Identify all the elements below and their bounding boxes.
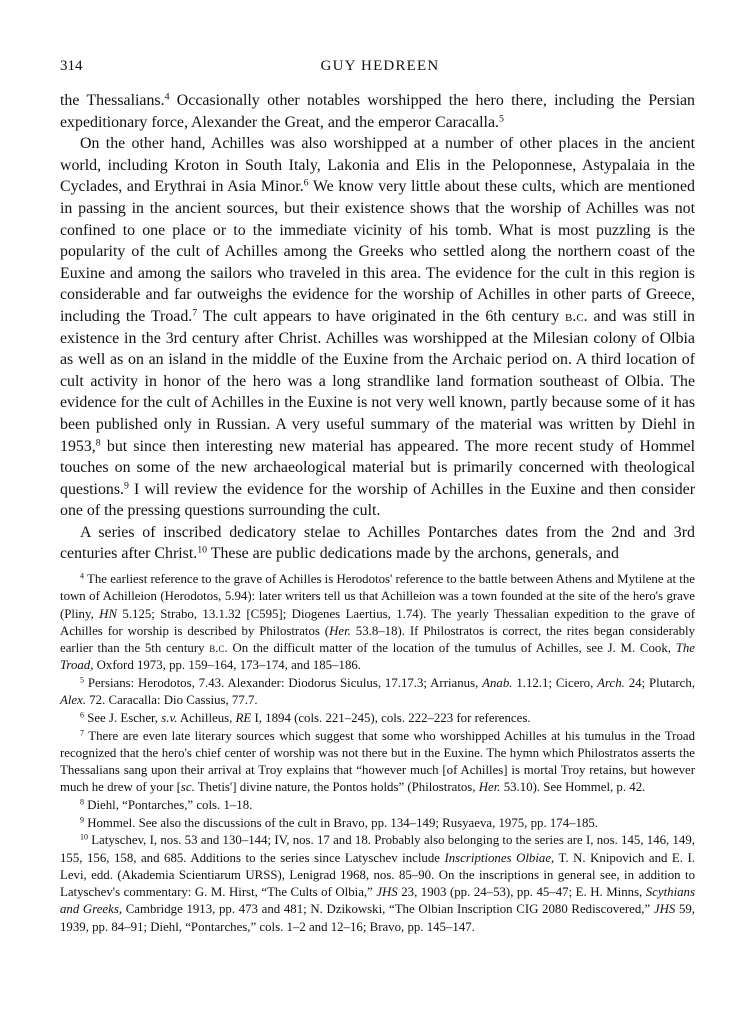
running-head: GUY HEDREEN (320, 58, 440, 74)
paragraph-1: the Thessalians.$^4$ Occasionally other notables worshipped the hero there, including the Persian expeditionary force, Alexander the Great, and the emperor Caracalla.$^5$ (60, 91, 695, 131)
footnote-ref[interactable]: 10 (197, 545, 208, 557)
main-text (60, 90, 695, 565)
footnotes (60, 571, 695, 936)
page-number: 314 (60, 58, 83, 74)
footnote-5: $^5$ Persians: Herodotos, 7.43. Alexander: Diodorus Siculus, 17.17.3; Arrianus, Anab. 1.12.1; Cicero, Arch. 24; Plutarch, Alex. 72. Caracalla: Dio Cassius, 77.7. (60, 675, 695, 708)
paragraph-3: A series of inscribed dedicatory stelae to Achilles Pontarches dates from the 2nd and 3rd centuries after Christ.$^{10}$ These are public dedications made by the archons, generals, and (60, 523, 695, 563)
footnote-ref[interactable]: 5 (499, 113, 504, 125)
footnote-8: $^8$ Diehl, “Pontarches,” cols. 1–18. (80, 797, 253, 813)
footnote-9: $^9$ Hommel. See also the discussions of the cult in Bravo, pp. 134–149; Rusyaeva, 1975, pp. 174–185. (80, 815, 599, 830)
footnote-ref[interactable]: 9 (124, 480, 129, 492)
footnote-ref[interactable]: 4 (164, 91, 170, 103)
footnote-ref[interactable]: 7 (192, 307, 198, 319)
footnote-6: $^6$ See J. Escher, s.v. Achilleus, RE I, 1894 (cols. 221–245), cols. 222–223 for references. (80, 710, 531, 725)
footnote-7: $^7$ There are even late literary sources which suggest that some who worshipped Achilles at his tumulus in the Troad recognized that the hero's chief center of worship was not there but in the Euxine. The hymn which Philostratos asserts the Thessalians sang upon their arrival at Troy explains that “however much [of Achilles] is mortal Troy retains, but however much he drew of your [sc. Thetis'] divine nature, the Pontos holds” (Philostratos, Her. 53.10). See Hommel, p. 42. (60, 728, 695, 795)
footnote-10: $^{10}$ Latyschev, I, nos. 53 and 130–144; IV, nos. 17 and 18. Probably also belonging to the series are I, nos. 145, 146, 149, 155, 156, 158, and 685. Additions to the series since Latyschev include Inscriptiones Olbiae, T. N. Knipovich and E. I. Levi, edd. (Akademia Scientiarum URSS), Lenigrad 1968, nos. 85–90. On the inscriptions in general see, in addition to Latyschev's commentary: G. M. Hirst, “The Cults of Olbia,” JHS 23, 1903 (pp. 24–53), pp. 45–47; E. H. Minns, Scythians and Greeks, Cambridge 1913, pp. 473 and 481; N. Dzikowski, “The Olbian Inscription CIG 2080 Rediscovered,” JHS 59, 1939, pp. 84–91; Diehl, “Pontarches,” cols. 1–2 and 12–16; Bravo, pp. 145–147. (60, 832, 695, 934)
footnote-4: $^4$ The earliest reference to the grave of Achilles is Herodotos' reference to the battle between Athens and Mytilene at the town of Achilleion (Herodotos, 5.94): later writers tell us that Achilleion was a town founded at the site of the hero's grave (Pliny, HN 5.125; Strabo, 13.1.32 [C595]; Diogenes Laertius, 1.74). The yearly Thessalian expedition to the grave of Achilles for worship is described by Philostratos (Her. 53.8–18). If Philostratos is correct, the rites began considerably earlier than the 5th century b.c. On the difficult matter of the location of the tumulus of Achilles, see J. M. Cook, The Troad, Oxford 1973, pp. 159–164, 173–174, and 185–186. (60, 571, 696, 673)
footnote-ref[interactable]: 8 (95, 437, 101, 449)
page-header (60, 58, 700, 78)
paragraph-2: On the other hand, Achilles was also worshipped at a number of other places in the ancient world, including Kroton in South Italy, Lakonia and Elis in the Peloponnese, Astypalaia in the Cyclades, and Erythrai in Asia Minor.$^6$ We know very little about these cults, which are mentioned in passing in the ancient sources, but their existence shows that the worship of Achilles was not confined to one place or to the immediate vicinity of his tomb. What is most puzzling is the popularity of the cult of Achilles among the Greeks who settled along the northern coast of the Euxine and among the sailors who traveled in this area. The evidence for the cult in this region is considerable and far outweighs the evidence for the worship of Achilles in other parts of Greece, including the Troad.$^7$ The cult appears to have originated in the 6th century b.c. and was still in existence in the 3rd century after Christ. Achilles was worshipped at the Milesian colony of Olbia as well as on an island in the middle of the Euxine from the Archaic period on. A third location of cult activity in honor of the hero was a long strandlike land formation southeast of Olbia. The evidence for the cult of Achilles in the Euxine is not very well known, partly because some of it has been published only in Russian. A very useful summary of the material was written by Diehl in 1953,$^8$ but since then interesting new material has appeared. The more recent study of Hommel touches on some of the new archaeological material but is primarily concerned with theological questions.$^9$ I will review the evidence for the worship of Achilles in the Euxine and then consider one of the pressing questions surrounding the cult. (60, 135, 696, 520)
footnote-ref[interactable]: 6 (303, 177, 309, 189)
